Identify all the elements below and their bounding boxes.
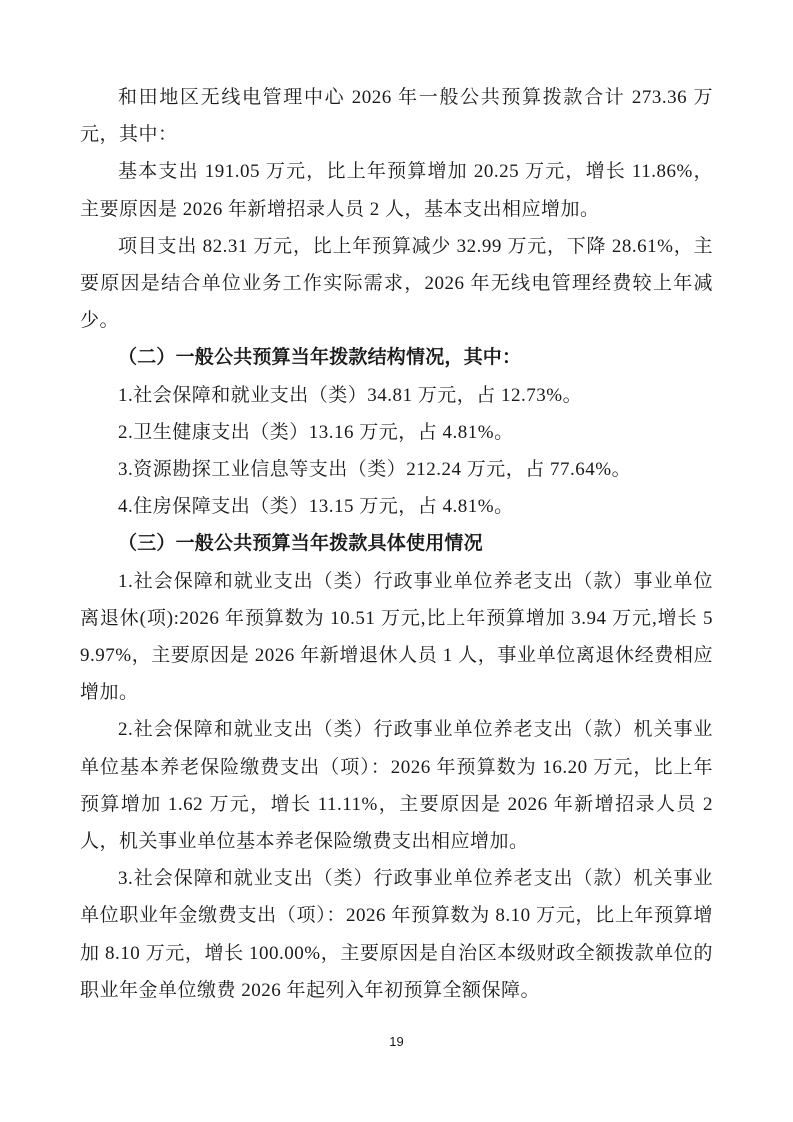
paragraph-basic-expenditure: 基本支出 191.05 万元，比上年预算增加 20.25 万元，增长 11.86%，主要原因是 2026 年新增招录人员 2 人，基本支出相应增加。 (80, 161, 713, 220)
paragraph-usage-item-2-pension-insurance: 2.社会保障和就业支出（类）行政事业单位养老支出（款）机关事业单位基本养老保险缴费支出（项）：2026 年预算数为 16.20 万元，比上年预算增加 1.62 万元，增长 11.11%，主要原因是 2026 年新增招录人员 2 人，机关事业单位基本养老保险缴费支出相应增加。 (80, 719, 713, 853)
document-body (80, 79, 713, 1009)
list-item-health: 2.卫生健康支出（类）13.16 万元，占 4.81%。 (118, 421, 514, 443)
page-number: 19 (389, 1034, 404, 1049)
list-item-housing-security: 4.住房保障支出（类）13.15 万元，占 4.81%。 (118, 496, 514, 518)
section-heading-2-structure: （二）一般公共预算当年拨款结构情况，其中： (118, 347, 522, 369)
section-heading-3-usage: （三）一般公共预算当年拨款具体使用情况 (118, 533, 483, 555)
list-item-resource-exploration: 3.资源勘探工业信息等支出（类）212.24 万元，占 77.64%。 (118, 459, 632, 481)
paragraph-project-expenditure: 项目支出 82.31 万元，比上年预算减少 32.99 万元，下降 28.61%，主要原因是结合单位业务工作实际需求，2026 年无线电管理经费较上年减少。 (80, 235, 713, 332)
list-item-social-security: 1.社会保障和就业支出（类）34.81 万元，占 12.73%。 (118, 384, 583, 406)
paragraph-usage-item-3-occupational-annuity: 3.社会保障和就业支出（类）行政事业单位养老支出（款）机关事业单位职业年金缴费支出（项）：2026 年预算数为 8.10 万元，比上年预算增加 8.10 万元，增长 100.00%，主要原因是自治区本级财政全额拨款单位的职业年金单位缴费 2026 年起列入年初预算全额保障。 (80, 868, 713, 1001)
paragraph-usage-item-1-retirement: 1.社会保障和就业支出（类）行政事业单位养老支出（款）事业单位离退休(项):2026 年预算数为 10.51 万元,比上年预算增加 3.94 万元,增长 59.97%，主要原因是 2026 年新增退休人员 1 人，事业单位离退休经费相应增加。 (80, 570, 713, 704)
paragraph-total-appropriation: 和田地区无线电管理中心 2026 年一般公共预算拨款合计 273.36 万元，其中： (80, 87, 713, 146)
